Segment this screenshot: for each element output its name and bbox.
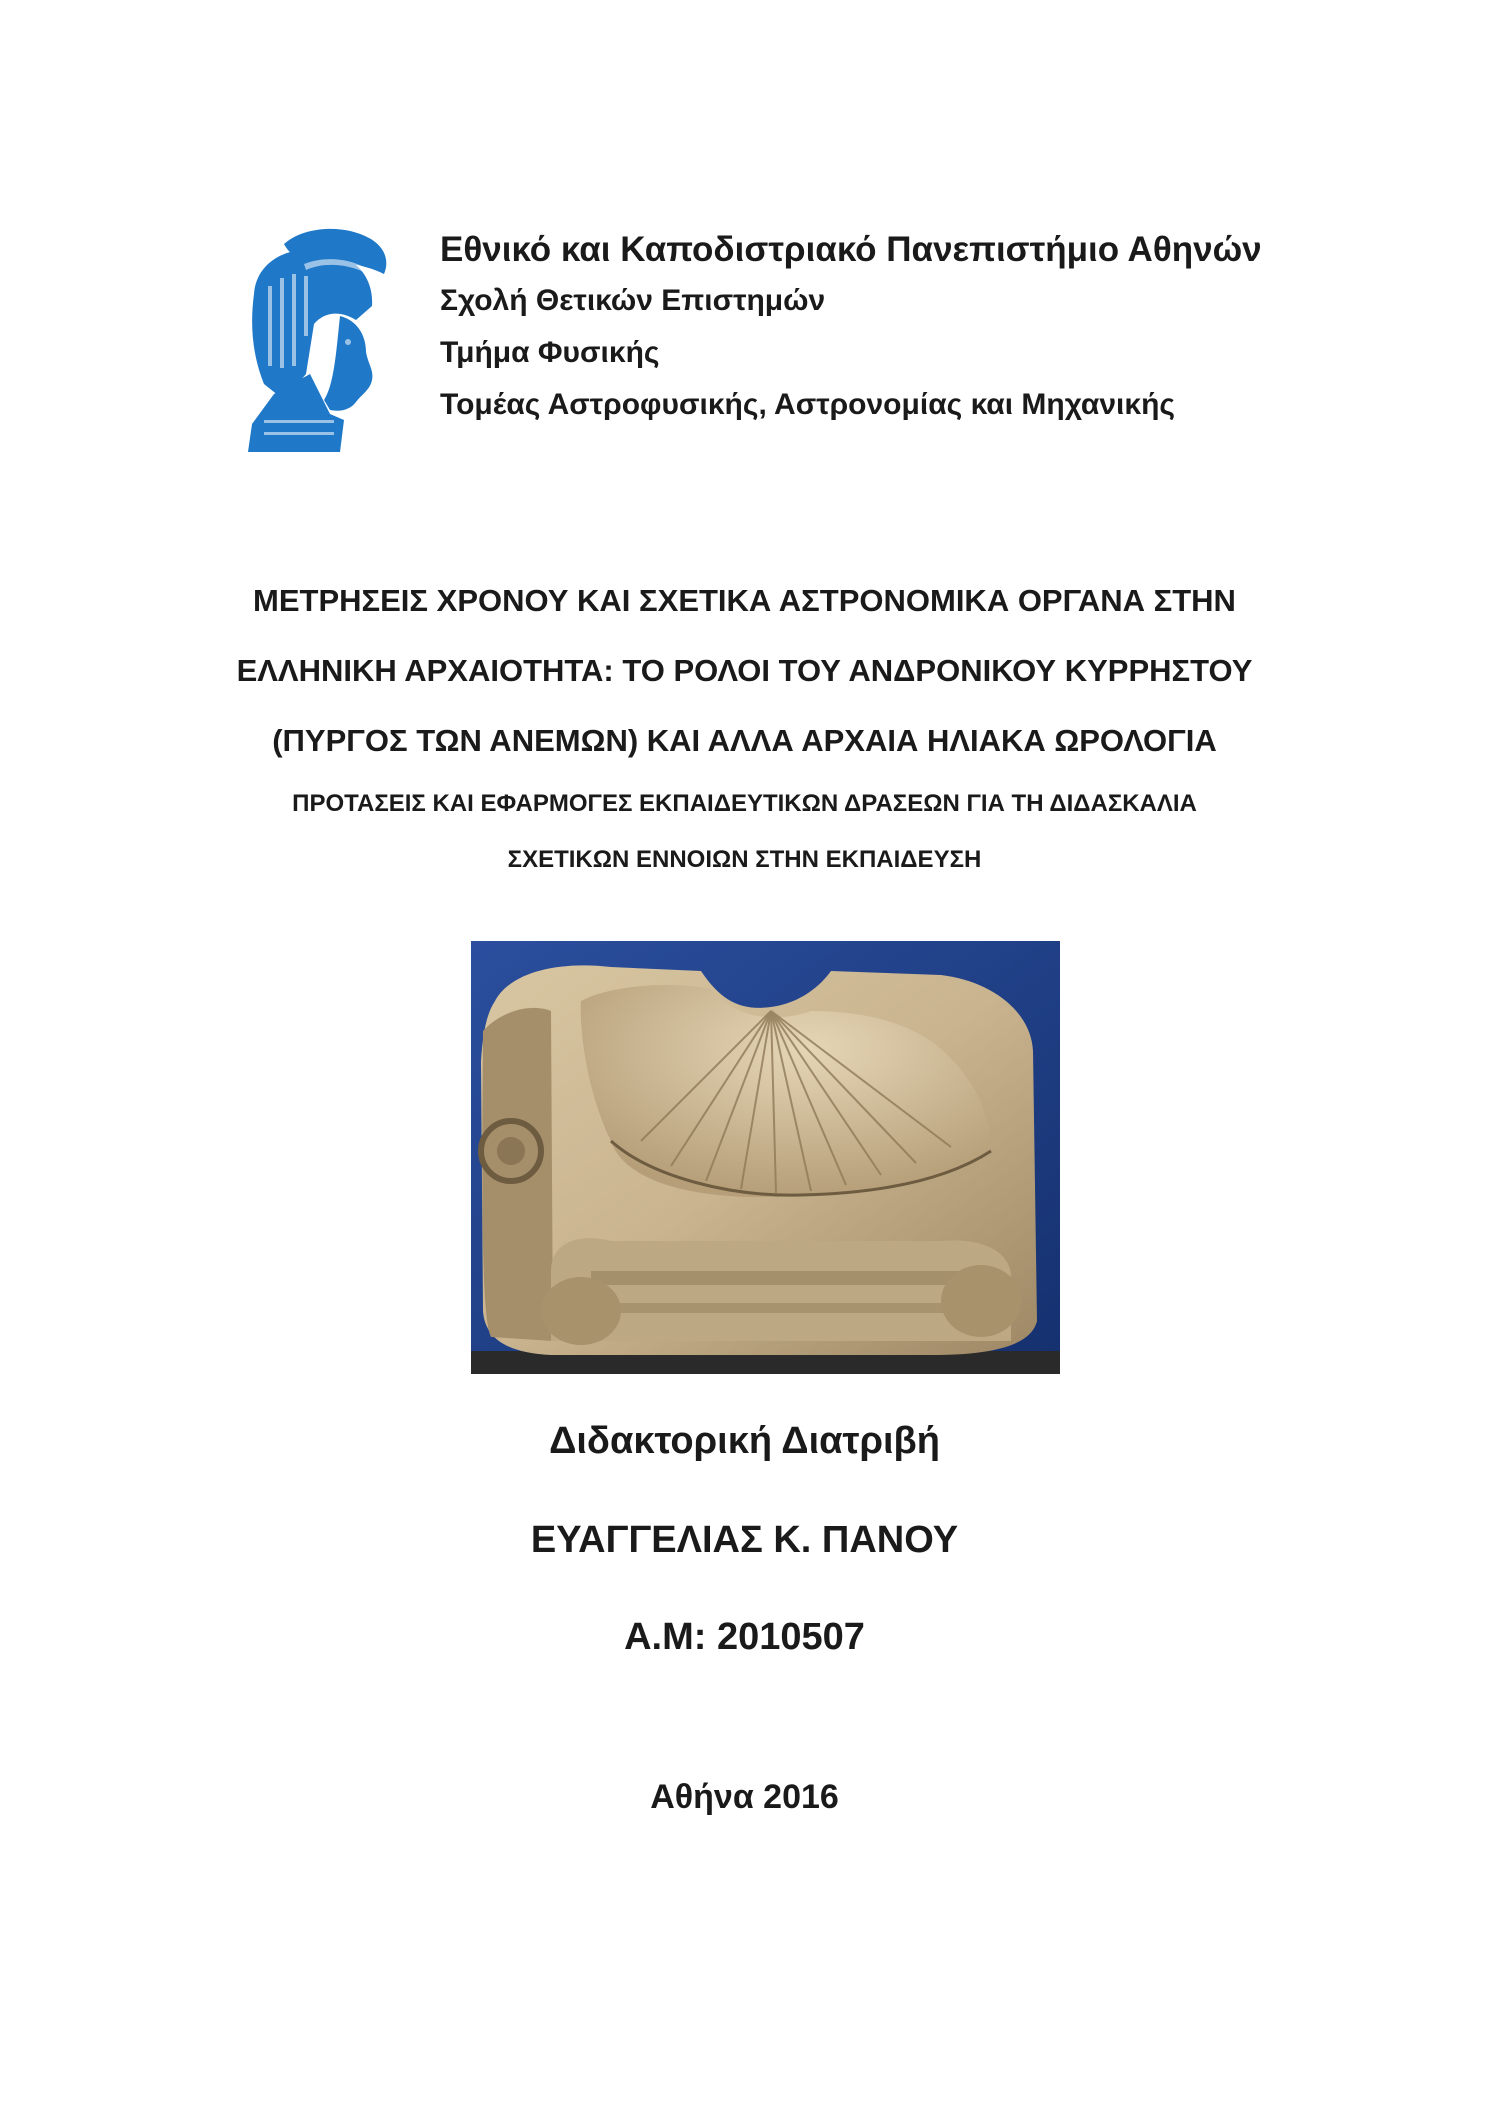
thesis-title bbox=[0, 566, 1489, 888]
author-name: ΕΥΑΓΓΕΛΙΑΣ Κ. ΠΑΝΟΥ bbox=[530, 1519, 959, 1561]
title-line-2: ΕΛΛΗΝΙΚΗ ΑΡΧΑΙΟΤΗΤΑ: ΤΟ ΡΟΛΟΙ ΤΟΥ ΑΝΔΡΟΝΙΚΟΥ ΚΥΡΡΗΣΤΟΥ bbox=[236, 653, 1253, 688]
department-name: Τμήμα Φυσικής bbox=[440, 336, 660, 369]
subtitle-line-2: ΣΧΕΤΙΚΩΝ ΕΝΝΟΙΩΝ ΣΤΗΝ ΕΚΠΑΙΔΕΥΣΗ bbox=[507, 846, 982, 873]
subtitle-line-1: ΠΡΟΤΑΣΕΙΣ ΚΑΙ ΕΦΑΡΜΟΓΕΣ ΕΚΠΑΙΔΕΥΤΙΚΩΝ ΔΡΑΣΕΩΝ ΓΙΑ ΤΗ ΔΙΔΑΣΚΑΛΙΑ bbox=[292, 790, 1197, 817]
registration-number: Α.Μ: 2010507 bbox=[624, 1616, 865, 1658]
place-date: Αθήνα 2016 bbox=[650, 1778, 839, 1816]
document-type: Διδακτορική Διατριβή bbox=[549, 1420, 940, 1462]
sundial-photo bbox=[471, 941, 1060, 1374]
title-line-3: (ΠΥΡΓΟΣ ΤΩΝ ΑΝΕΜΩΝ) ΚΑΙ ΑΛΛΑ ΑΡΧΑΙΑ ΗΛΙΑΚΑ ΩΡΟΛΟΓΙΑ bbox=[272, 723, 1217, 758]
university-name: Εθνικό και Καποδιστριακό Πανεπιστήμιο Αθηνών bbox=[440, 230, 1262, 269]
institution-header bbox=[440, 226, 1262, 430]
title-line-1: ΜΕΤΡΗΣΕΙΣ ΧΡΟΝΟΥ ΚΑΙ ΣΧΕΤΙΚΑ ΑΣΤΡΟΝΟΜΙΚΑ ΟΡΓΑΝΑ ΣΤΗΝ bbox=[253, 583, 1236, 618]
section-name: Τομέας Αστροφυσικής, Αστρονομίας και Μηχανικής bbox=[440, 388, 1176, 421]
sundial-illustration bbox=[471, 941, 1060, 1374]
university-logo bbox=[244, 224, 394, 452]
school-name: Σχολή Θετικών Επιστημών bbox=[440, 284, 826, 317]
